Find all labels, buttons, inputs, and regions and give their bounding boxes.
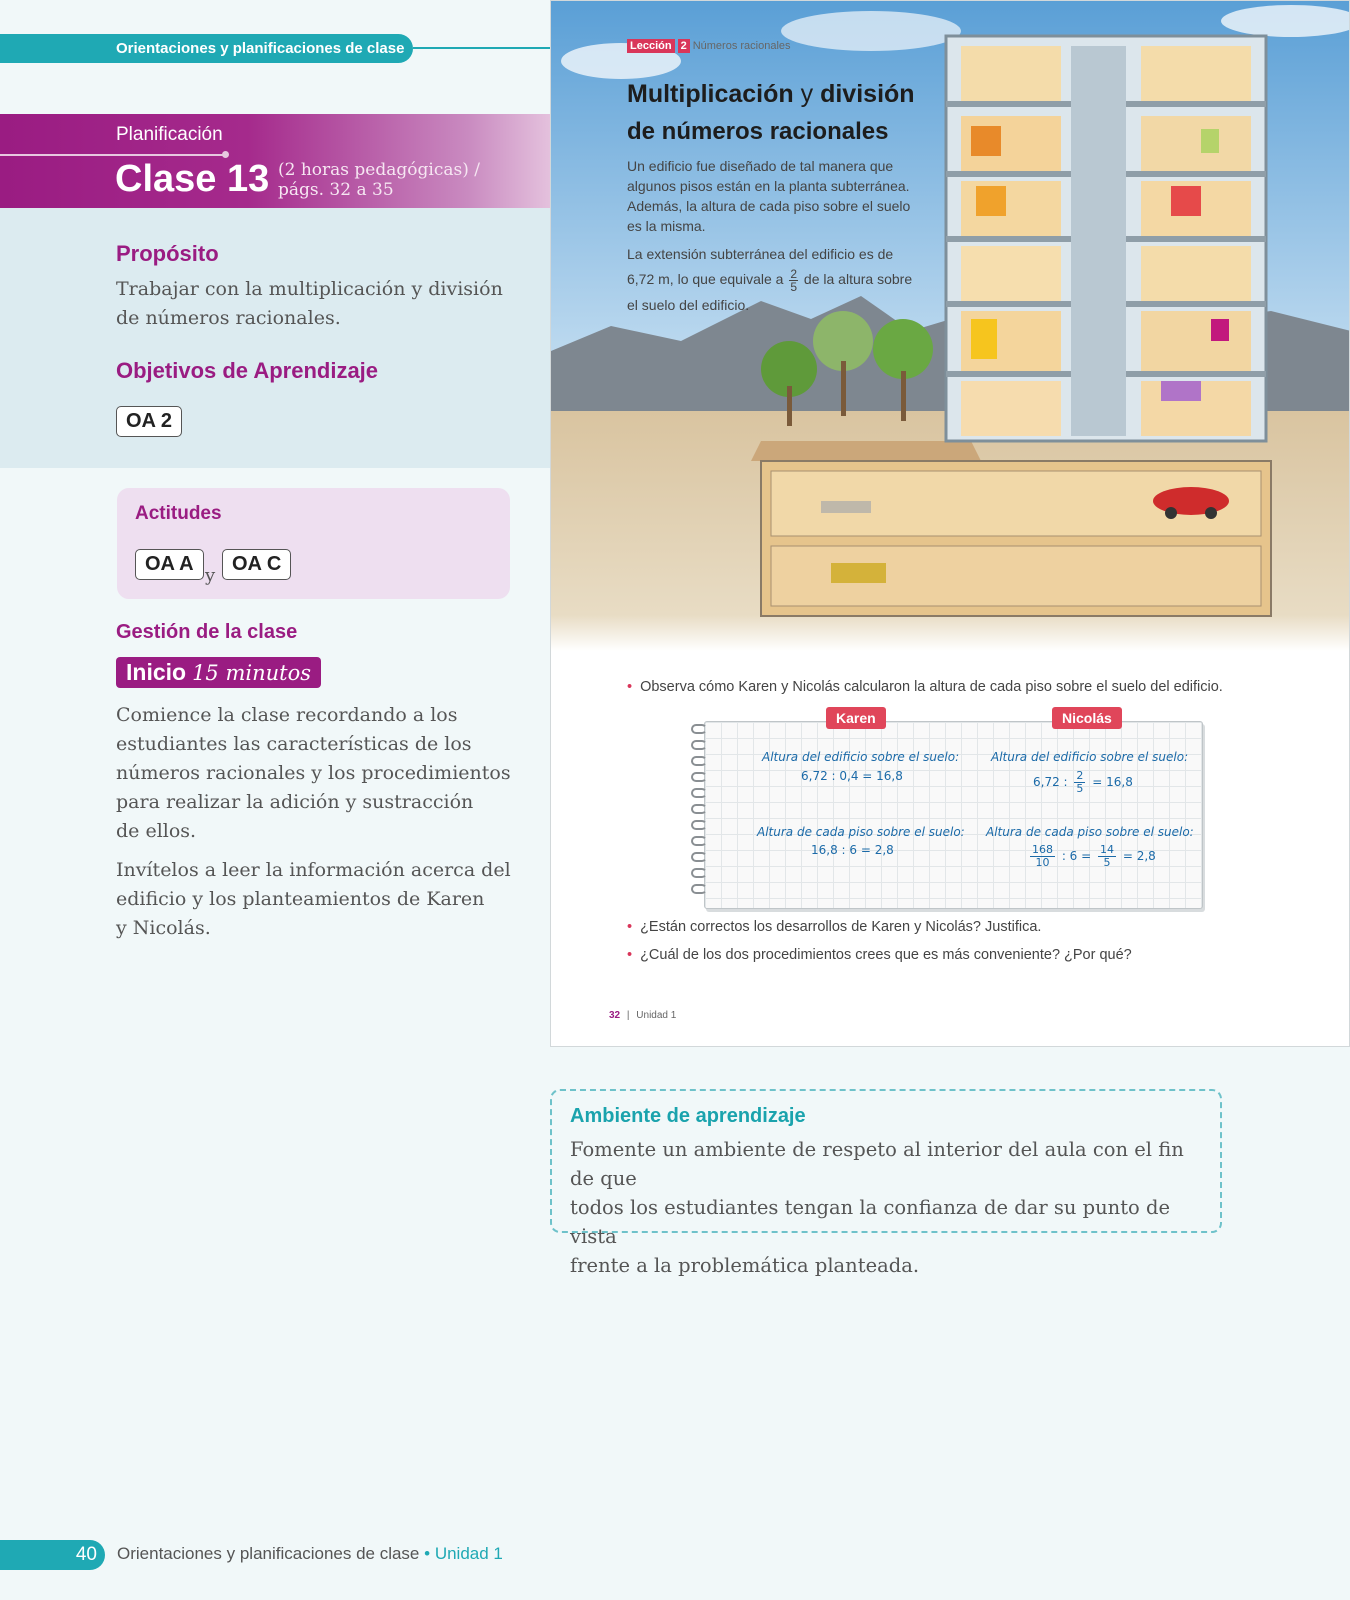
footer-section: Orientaciones y planificaciones de clase	[117, 1544, 420, 1563]
class-pages: págs. 32 a 35	[278, 180, 394, 200]
karen-tag: Karen	[826, 707, 886, 729]
paragraph-line: de ellos.	[116, 820, 197, 842]
question-bullet: • ¿Cuál de los dos procedimientos crees que es más conveniente? ¿Por qué?	[627, 947, 1132, 963]
fraction-numerator: 2	[790, 266, 798, 281]
textbook-unit: Unidad 1	[636, 1010, 677, 1021]
fraction	[789, 268, 798, 293]
planning-banner	[0, 114, 550, 208]
environment-line: todos los estudiantes tengan la confianza de dar su punto de vista	[570, 1196, 1170, 1248]
fraction-denominator: 10	[1035, 856, 1050, 869]
attitude-chip: OA A	[135, 549, 204, 580]
nicolas-tag: Nicolás	[1052, 707, 1122, 729]
class-hours: (2 horas pedagógicas) /	[278, 160, 480, 180]
nicolas-text: = 2,8	[1122, 849, 1156, 863]
lesson-topic: Números racionales	[692, 40, 791, 52]
spiral-ring-icon	[691, 852, 707, 862]
spiral-ring-icon	[691, 804, 707, 814]
purpose-line: Trabajar con la multiplicación y división	[116, 278, 503, 300]
paragraph-line: y Nicolás.	[116, 917, 211, 939]
intro-line: es la misma.	[627, 218, 706, 234]
nicolas-line: Altura del edificio sobre el suelo:	[991, 750, 1189, 764]
lesson-tag	[627, 39, 791, 53]
management-heading: Gestión de la clase	[116, 621, 298, 643]
planning-underline	[0, 154, 228, 156]
observe-bullet: • Observa cómo Karen y Nicolás calcularon la altura de cada piso sobre el suelo del edificio.	[627, 679, 1223, 695]
karen-line: 16,8 : 6 = 2,8	[811, 843, 894, 857]
management-paragraph-1	[116, 701, 511, 846]
footer-text	[117, 1544, 503, 1564]
class-subtitle	[278, 160, 480, 200]
environment-line: frente a la problemática planteada.	[570, 1254, 920, 1277]
attitude-chip: OA C	[222, 549, 291, 580]
paragraph-line: números racionales y los procedimientos	[116, 762, 511, 784]
spiral-ring-icon	[691, 820, 707, 830]
nicolas-line	[1033, 770, 1133, 795]
fraction	[1074, 770, 1085, 795]
fraction	[1098, 844, 1116, 869]
paragraph-line: edificio y los planteamientos de Karen	[116, 888, 485, 910]
environment-line: Fomente un ambiente de respeto al interior del aula con el fin de que	[570, 1138, 1184, 1190]
spiral-ring-icon	[691, 724, 707, 734]
lesson-intro	[627, 156, 927, 236]
spiral-ring-icon	[691, 884, 707, 894]
spiral-ring-icon	[691, 836, 707, 846]
fraction-numerator: 14	[1100, 843, 1115, 856]
lesson-label: Lección	[627, 39, 675, 53]
title-part: Multiplicación	[627, 80, 794, 108]
nicolas-text: : 6 =	[1061, 849, 1092, 863]
textbook-page	[550, 0, 1350, 1047]
class-title: Clase 13	[115, 158, 270, 200]
intro-line: Un edificio fue diseñado de tal manera que	[627, 158, 894, 174]
footer-separator: •	[424, 1544, 431, 1563]
fraction-denominator: 5	[1076, 782, 1084, 795]
intro-line: algunos pisos están en la planta subterránea.	[627, 178, 910, 194]
nicolas-line: Altura de cada piso sobre el suelo:	[986, 825, 1194, 839]
planning-label: Planificación	[116, 124, 223, 145]
spiral-ring-icon	[691, 772, 707, 782]
fraction-denominator: 5	[790, 279, 798, 294]
nicolas-text: = 16,8	[1092, 775, 1133, 789]
objective-chip: OA 2	[116, 406, 182, 437]
karen-line: Altura de cada piso sobre el suelo:	[757, 825, 965, 839]
extension-text: 6,72 m, lo que equivale a	[627, 271, 784, 287]
purpose-heading: Propósito	[116, 241, 219, 266]
footer-page-number: 40	[75, 1544, 97, 1565]
spiral-ring-icon	[691, 788, 707, 798]
spiral-ring-icon	[691, 868, 707, 878]
paragraph-line: estudiantes las características de los	[116, 733, 472, 755]
intro-line: Además, la altura de cada piso sobre el suelo	[627, 198, 911, 214]
section-header-tab	[0, 34, 413, 63]
phase-badge	[116, 657, 321, 688]
textbook-page-footer: 32 | Unidad 1	[609, 1010, 677, 1021]
karen-line: Altura del edificio sobre el suelo:	[762, 750, 960, 764]
fraction	[1030, 844, 1055, 869]
fraction-denominator: 5	[1103, 856, 1111, 869]
phase-time: 15 minutos	[192, 660, 311, 685]
title-line: de números racionales	[627, 118, 889, 145]
extension-line: La extensión subterránea del edificio es de	[627, 246, 894, 262]
lesson-extension	[627, 242, 927, 318]
question-bullet: • ¿Están correctos los desarrollos de Karen y Nicolás? Justifica.	[627, 919, 1041, 935]
planning-dot	[222, 151, 229, 158]
nicolas-line	[1027, 844, 1156, 869]
nicolas-text: 6,72 :	[1033, 775, 1068, 789]
spiral-ring-icon	[691, 740, 707, 750]
learning-environment-text	[570, 1135, 1210, 1280]
footer-page-tab	[0, 1540, 105, 1570]
title-connector: y	[800, 80, 814, 108]
extension-line	[627, 267, 927, 293]
purpose-text	[116, 275, 503, 333]
fraction-numerator: 168	[1032, 843, 1053, 856]
purpose-line: de números racionales.	[116, 307, 341, 329]
karen-line: 6,72 : 0,4 = 16,8	[801, 769, 903, 783]
footer-unit: Unidad 1	[434, 1544, 503, 1563]
textbook-page-number: 32	[609, 1010, 621, 1021]
phase-label: Inicio	[126, 659, 187, 685]
learning-environment-box	[550, 1089, 1222, 1277]
attitudes-heading: Actitudes	[135, 503, 222, 524]
objectives-heading: Objetivos de Aprendizaje	[116, 358, 379, 383]
lesson-title	[627, 75, 915, 151]
info-panel	[0, 208, 550, 468]
paragraph-line: Comience la clase recordando a los	[116, 704, 458, 726]
paragraph-line: para realizar la adición y sustracción	[116, 791, 474, 813]
title-part: división	[820, 80, 915, 108]
header-rule	[413, 47, 551, 49]
management-paragraph-2	[116, 856, 511, 943]
spiral-ring-icon	[691, 756, 707, 766]
lesson-number: 2	[678, 39, 690, 53]
paragraph-line: Invítelos a leer la información acerca del	[116, 859, 511, 881]
extension-text: de la altura sobre	[803, 271, 913, 287]
extension-line: el suelo del edificio.	[627, 296, 750, 313]
fraction-numerator: 2	[1076, 769, 1084, 782]
learning-environment-heading: Ambiente de aprendizaje	[570, 1105, 806, 1127]
attitudes-connector: y	[205, 565, 216, 586]
notebook-card	[704, 710, 1203, 909]
section-header-title: Orientaciones y planificaciones de clase	[116, 40, 405, 57]
